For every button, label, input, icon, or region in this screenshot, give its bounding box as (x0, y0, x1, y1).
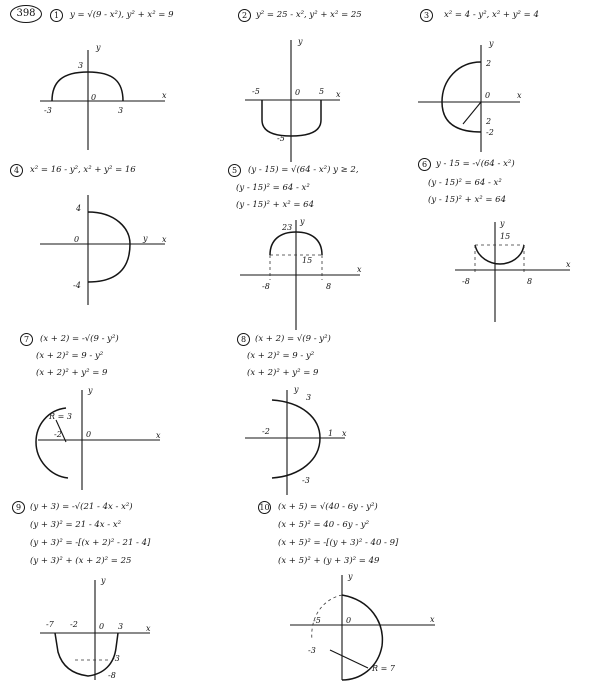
graph-6 (455, 219, 570, 322)
graph-1-top-label: 3 (78, 61, 84, 70)
graph-7-r-label: R = 3 (49, 412, 72, 421)
graph-10 (290, 572, 435, 680)
graph-3-r-label: 2 (486, 117, 492, 126)
graph-9-x-label: x (146, 624, 151, 633)
problem-7-equation-1: (x + 2) = -√(9 - y²) (40, 334, 119, 344)
graph-9-y-label: y (101, 576, 106, 585)
graph-6-y-label: y (500, 219, 505, 228)
graph-5 (240, 217, 360, 330)
graph-8-curve (272, 400, 320, 478)
graph-7-y-label: y (88, 386, 93, 395)
graph-8-bottom-label: -3 (302, 476, 310, 485)
graph-2-right-label: 5 (319, 87, 325, 96)
problem-3-number: 3 (420, 9, 433, 22)
problem-8-number: 8 (237, 333, 250, 346)
problem-1-number: 1 (50, 9, 63, 22)
graph-8 (245, 390, 345, 495)
graph-10-y-label: y (348, 572, 353, 581)
graph-6-curve (475, 245, 524, 264)
graph-2-x-label: x (336, 90, 341, 99)
problem-5-number: 5 (228, 164, 241, 177)
problem-9-equation-1: (y + 3) = -√(21 - 4x - x²) (30, 502, 133, 512)
problem-3-equation-1: x² = 4 - y², x² + y² = 4 (444, 10, 539, 20)
graph-5-y-label: y (300, 217, 305, 226)
graph-5-x-label: x (357, 265, 362, 274)
problem-5-equation-2: (y - 15)² = 64 - x² (236, 183, 310, 193)
graph-8-y-label: y (294, 385, 299, 394)
graph-2-origin-label: 0 (295, 88, 301, 97)
graph-5-top-label: 23 (282, 223, 293, 232)
graph-9-center-label: -2 (70, 620, 78, 629)
graph-6-right-label: 8 (527, 277, 533, 286)
problem-6-equation-2: (y - 15)² = 64 - x² (428, 178, 502, 188)
graph-9-mid-label: -3 (112, 654, 120, 663)
problem-8-equation-3: (x + 2)² + y² = 9 (247, 368, 319, 378)
graph-1-right-label: 3 (118, 106, 124, 115)
graph-9-bottom-label: -8 (108, 671, 116, 680)
graph-3-bottom-label: -2 (486, 128, 494, 137)
problem-1-equation-1: y = √(9 - x²), y² + x² = 9 (70, 10, 174, 20)
graph-10-x-label: x (430, 615, 435, 624)
problem-6-number: 6 (418, 158, 431, 171)
graph-3-y-label: y (489, 39, 494, 48)
problem-4-number: 4 (10, 164, 23, 177)
graph-6-x-label: x (566, 260, 571, 269)
graph-8-top-label: 3 (306, 393, 312, 402)
problem-8-equation-1: (x + 2) = √(9 - y²) (255, 334, 331, 344)
graph-4-curve (88, 212, 130, 282)
graph-1-origin-label: 0 (91, 93, 97, 102)
graph-7-center-label: -2 (54, 430, 62, 439)
graph-5-left-label: -8 (262, 282, 270, 291)
graph-9-origin-label: 0 (99, 622, 105, 631)
problem-2-equation-1: y² = 25 - x², y² + x² = 25 (256, 10, 362, 20)
graph-3-radius (463, 102, 481, 124)
graph-9-left-label: -7 (46, 620, 54, 629)
graph-2-bottom-label: -5 (277, 134, 285, 143)
problem-9-number: 9 (12, 501, 25, 514)
graph-8-x-label: x (342, 429, 347, 438)
problem-6-equation-3: (y - 15)² + x² = 64 (428, 195, 507, 205)
graph-10-radius (330, 650, 368, 668)
problem-9-equation-4: (y + 3)² + (x + 2)² = 25 (30, 556, 132, 566)
graph-1-x-label: x (162, 91, 167, 100)
problem-4-equation-1: x² = 16 - y², x² + y² = 16 (30, 165, 136, 175)
graph-7-origin-label: 0 (86, 430, 92, 439)
graph-4-top-label: 4 (76, 204, 82, 213)
problem-7-number: 7 (20, 333, 33, 346)
graph-5-right-label: 8 (326, 282, 332, 291)
problem-2-number: 2 (238, 9, 251, 22)
graph-4-x-label: x (162, 235, 167, 244)
problem-5-equation-3: (y - 15)² + x² = 64 (236, 200, 315, 210)
graph-10-mid-label: -3 (308, 646, 316, 655)
problem-10-equation-1: (x + 5) = √(40 - 6y - y²) (278, 502, 378, 512)
graph-2 (245, 37, 340, 162)
graph-3-top-label: 2 (486, 59, 492, 68)
problem-8-equation-2: (x + 2)² = 9 - y² (247, 351, 315, 361)
graph-5-center-label: 15 (302, 256, 313, 265)
graph-1 (40, 50, 165, 150)
problem-7-equation-2: (x + 2)² = 9 - y² (36, 351, 104, 361)
graph-4-origin-label: 0 (74, 235, 80, 244)
graph-10-r-label: R = 7 (372, 664, 395, 673)
graph-8-right-label: 1 (328, 429, 334, 438)
graph-9-curve (55, 633, 118, 676)
problem-10-equation-4: (x + 5)² + (y + 3)² = 49 (278, 556, 380, 566)
graph-9 (40, 580, 150, 680)
problem-10-equation-3: (x + 5)² = -[(y + 3)² - 40 - 9] (278, 538, 399, 548)
problem-10-number: 10 (259, 503, 270, 512)
graph-6-left-label: -8 (462, 277, 470, 286)
graph-3-x-label: x (517, 91, 522, 100)
graph-3 (418, 45, 520, 152)
graph-4-y-label: y (143, 234, 148, 243)
problem-6-equation-1: y - 15 = -√(64 - x²) (436, 159, 515, 169)
graph-3-curve (442, 62, 481, 132)
graph-8-left-label: -2 (262, 427, 270, 436)
graph-1-y-label: y (96, 43, 101, 52)
graph-4 (40, 195, 165, 305)
graph-6-center-label: 15 (500, 232, 511, 241)
graph-3-origin-label: 0 (485, 91, 491, 100)
graph-10-origin-label: 0 (346, 616, 352, 625)
problem-7-equation-3: (x + 2)² + y² = 9 (36, 368, 108, 378)
page-number: 398 (10, 5, 42, 23)
problem-5-equation-1: (y - 15) = √(64 - x²) y ≥ 2, (248, 165, 359, 175)
graph-2-y-label: y (298, 37, 303, 46)
problem-9-equation-2: (y + 3)² = 21 - 4x - x² (30, 520, 122, 530)
problem-9-equation-3: (y + 3)² = -[(x + 2)² - 21 - 4] (30, 538, 151, 548)
graph-4-bottom-label: -4 (73, 281, 81, 290)
graph-7 (36, 390, 160, 490)
graph-7-x-label: x (156, 431, 161, 440)
graph-9-right-label: 3 (118, 622, 124, 631)
graph-1-left-label: -3 (44, 106, 52, 115)
problem-10-equation-2: (x + 5)² = 40 - 6y - y² (278, 520, 370, 530)
graph-10-left-label: -5 (313, 616, 321, 625)
graph-2-left-label: -5 (252, 87, 260, 96)
